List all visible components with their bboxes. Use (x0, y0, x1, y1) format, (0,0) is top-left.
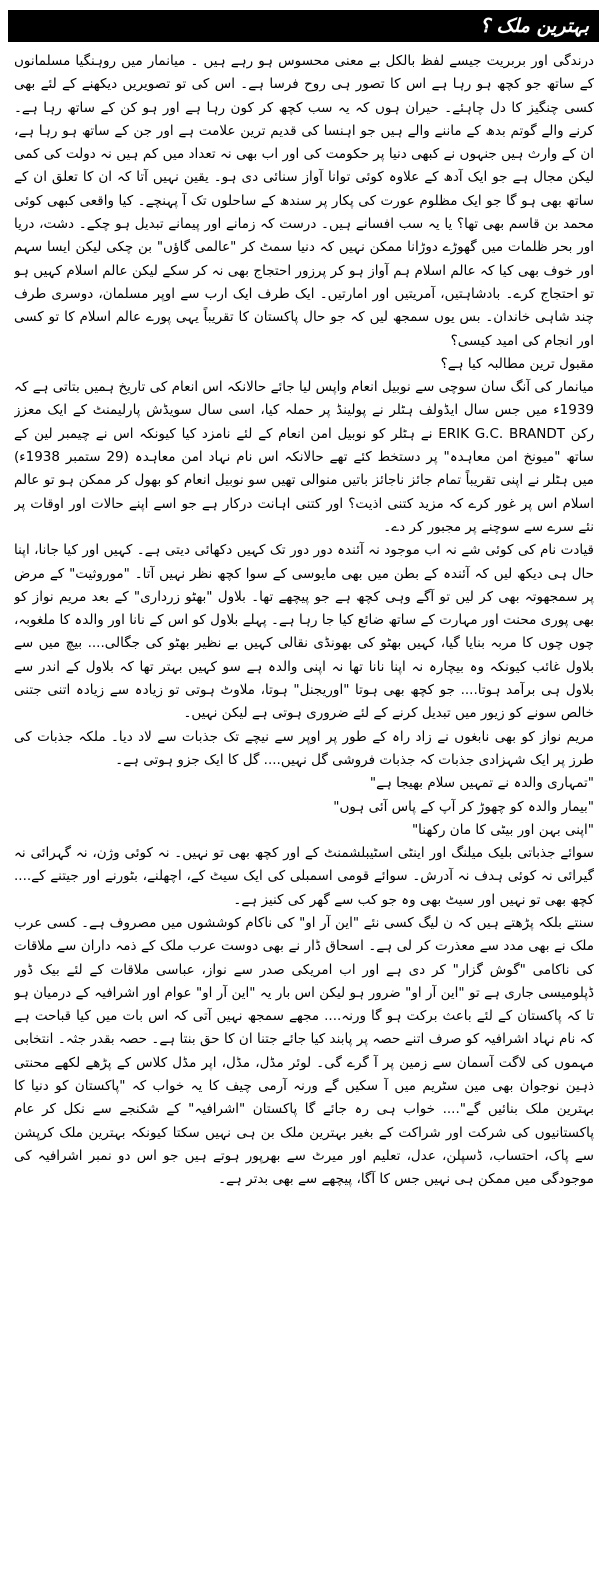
article-title: بہترین ملک ؟ (8, 10, 599, 42)
quote-line: "بیمار والدہ کو چھوڑ کر آپ کے پاس آئی ہوں" (333, 798, 594, 815)
paragraph: مقبول ترین مطالبہ کیا ہے؟ (440, 355, 594, 372)
paragraph: قیادت نام کی کوئی شے نہ اب موجود نہ آئندہ دور دور تک کہیں دکھائی دیتی ہے۔ کہیں اور کیا جانا، اپنا حال ہی دیکھ لیں کہ آئندہ کے بطن میں بھی مایوسی کے سوا کچھ نظر نہیں آتا۔ "موروثیت" کے مرض پر سمجھوتہ بھی کر لیں تو آگے وہی کچھ ہے جو پیچھے تھا۔ بلاول "بھٹو زرداری" کے بعد مریم نواز کو بھی پوری محنت اور مہارت کے ساتھ ضائع کیا جا رہا ہے۔ پہلے بلاول کو اس کے نانا اور والدہ کا ملغوبہ، چوں چوں کا مربہ بنایا گیا، کہیں بھٹو کی بھونڈی نقالی کہیں بے نظیر بھٹو کی جگالی.... بیچ میں سے بلاول غائب کیونکہ وہ بیچارہ نہ اپنا نانا تھا نہ اپنی والدہ ہے سو کہیں بہتر تھا کہ بلاول کے اندر سے بلاول ہی برآمد ہوتا.... جو کچھ بھی ہوتا "اوریجنل" ہوتا، ملاوٹ ہوتی تو زیادہ سے زیادہ اتنی جتنی خالص سونے کو زیور میں تبدیل کرنے کے لئے ضروری ہوتی ہے لیکن نہیں۔ (14, 542, 594, 722)
article-body (14, 50, 594, 1585)
paragraph: میانمار کی آنگ سان سوچی سے نوبیل انعام واپس لیا جائے حالانکہ اس انعام کی تاریخ ہمیں بتاتی ہے کہ 1939ء میں جس سال ایڈولف ہٹلر نے پولینڈ پر حملہ کیا، اسی سال سویڈش پارلیمنٹ کے ایک معزز رکن ERIK G.C. BRANDT نے ہٹلر کو نوبیل امن انعام کے لئے نامزد کیا کیونکہ اس نے چیمبر لین کے ساتھ "میونخ امن معاہدہ" پر دستخط کئے تھے حالانکہ اس نام نہاد امن معاہدہ (29 ستمبر 1938ء) میں ہٹلر نے اپنی تقریباً تمام جائز ناجائز باتیں منوالی تھیں سو نوبیل انعام کو بھول کر ممکن ہو تو عالم اسلام اس پر غور کرے کہ مزید کتنی اذیت؟ اور کتنی اہانت درکار ہے جو اسے اپنے حالات اور اوقات پر نئے سرے سے سوچنے پر مجبور کر دے۔ (14, 379, 594, 535)
quote-line: "تمہاری والدہ نے تمہیں سلام بھیجا ہے" (369, 775, 594, 792)
paragraph: مریم نواز کو بھی نابغوں نے زاد راہ کے طور پر اوپر سے نیچے تک جذبات سے لاد دیا۔ ملکہ جذبات کی طرز پر ایک شہزادی جذبات کہ جذبات فروشی گل نہیں.... گل کا ایک جزو ہوتی ہے۔ (14, 728, 594, 768)
quote-line: "اپنی بہن اور بیٹی کا مان رکھنا" (411, 821, 594, 838)
paragraph: سنتے بلکہ پڑھتے ہیں کہ ن لیگ کسی نئے "این آر او" کی ناکام کوششوں میں مصروف ہے۔ کسی عرب ملک نے بھی مدد سے معذرت کر لی ہے۔ اسحاق ڈار نے بھی دوست عرب ملک کے ذمہ داران سے ملاقات کی ناکامی "گوش گزار" کر دی ہے اور اب امریکی صدر سے نواز، عباسی ملاقات کے لئے بیک ڈور ڈپلومیسی جاری ہے تو "این آر او" ضرور ہو لیکن اس بار یہ "این آر او" عوام اور اشرافیہ کے درمیان ہو تا کہ پاکستان کے لئے باعث برکت ہو گا ورنہ.... مجھے سمجھ نہیں آتی کہ اس بات میں کیا قباحت ہے کہ نام نہاد اشرافیہ کو صرف اتنے حصہ پر پابند کیا جائے جتنا ان کا حق بنتا ہے۔ حصہ بقدر جثہ۔ انتخابی مہموں کی لاگت آسمان سے زمین پر آ گرے گی۔ لوئر مڈل، مڈل، اپر مڈل کلاس کے پڑھے لکھے محنتی ذہین نوجوان بھی مین سٹریم میں آ سکیں گے ورنہ آرمی چیف کا یہ خواب کہ "پاکستان کو دنیا کا بہترین ملک بنائیں گے".... خواب ہی رہ جائے گا پاکستان "اشرافیہ" کے شکنجے سے نکل کر عام پاکستانیوں کی شرکت اور شراکت کے بغیر بہترین ملک بن ہی نہیں سکتا کیونکہ بہترین ملک کرپشن سے پاک، احتساب، ڈسپلن، عدل، تعلیم اور میرٹ سے بھرپور ہوتے ہیں جو اس دو نمبر اشرافیہ کی موجودگی میں ممکن ہی نہیں جس کا آگا، پیچھے سے بھی بدتر ہے۔ (14, 914, 594, 1188)
paragraph: درندگی اور بربریت جیسے لفظ بالکل بے معنی محسوس ہو رہے ہیں ۔ میانمار میں روہنگیا مسلمانوں کے ساتھ جو کچھ ہو رہا ہے اس کا تصور ہی روح فرسا ہے۔ اس کی تو تصویریں دیکھنے کے لئے بھی کسی چنگیز کا دل چاہئے۔ حیران ہوں کہ یہ سب کچھ کر کون رہا ہے اور ہو کن کے ساتھ رہا ہے۔ کرنے والے گوتم بدھ کے ماننے والے ہیں جو اہنسا کی قدیم ترین علامت ہے اور جن کے ساتھ ہو رہا ہے، ان کے وارث ہیں جنہوں نے کبھی دنیا پر حکومت کی اور اب بھی نہ تعداد میں کم ہیں نہ دولت کی کمی لیکن مجال ہے جو ایک آدھ کے علاوہ کوئی توانا آواز سنائی دی ہو۔ یقین نہیں آتا کہ ان کا تعلق ان کے ساتھ بھی ہو گا جو ایک مظلوم عورت کی پکار پر سندھ کے ساحلوں تک آ پہنچے۔ کیا واقعی کبھی کوئی محمد بن قاسم بھی تھا؟ یا یہ سب افسانے ہیں۔ درست کہ زمانے اور پیمانے تبدیل ہو چکے۔ دشت، دریا اور بحر ظلمات میں گھوڑے دوڑانا ممکن نہیں کہ دنیا سمٹ کر "عالمی گاؤں" بن چکی لیکن ایسا سہم اور خوف بھی کیا کہ عالم اسلام ہم آواز ہو کر پرزور احتجاج بھی نہ کر سکے لیکن عالم اسلام کہیں ہو تو احتجاج کرے۔ بادشاہتیں، آمریتیں اور امارتیں۔ ایک طرف ایک ارب سے اوپر مسلمان، دوسری طرف چند شاہی خاندان۔ بس یوں سمجھ لیں کہ جو حال پاکستان کا تقریباً یہی پورے عالم اسلام کا تو کسی اور انجام کی امید کیسی؟ (14, 53, 594, 349)
paragraph: سوائے جذباتی بلیک میلنگ اور اینٹی اسٹیبلشمنٹ کے اور کچھ بھی تو نہیں۔ نہ کوئی وژن، نہ گہرائی نہ گیرائی نہ کوئی ہدف نہ آدرش۔ سوائے قومی اسمبلی کی ایک سیٹ کے، اچھلنے، بٹورنے اور جیتنے کے.... کچھ بھی تو نہیں اور سیٹ بھی وہ جو کب سے گھر کی کنیز ہے۔ (14, 845, 594, 908)
